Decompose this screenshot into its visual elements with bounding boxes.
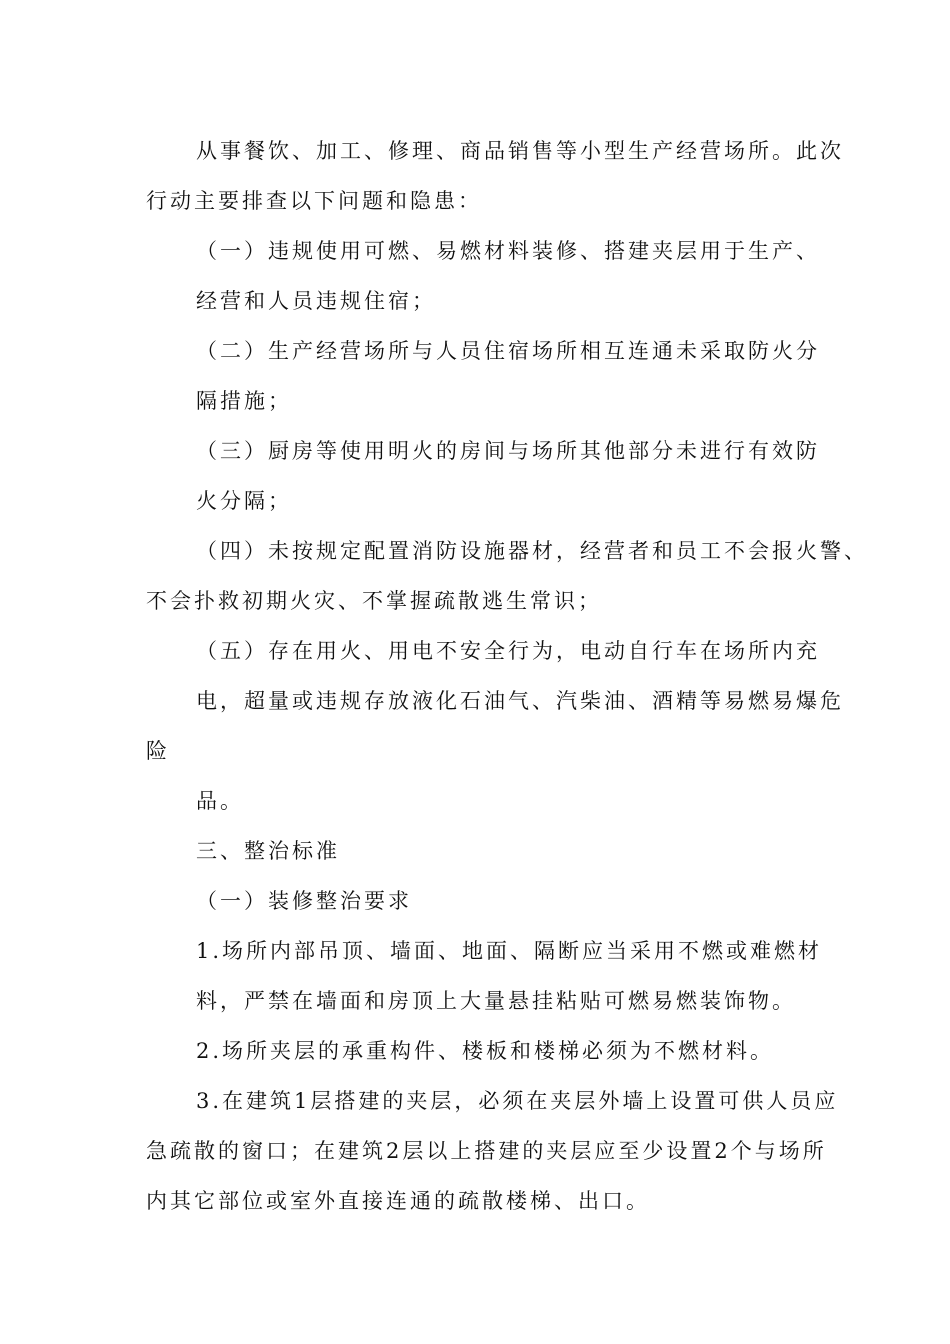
text-line-9: （四）未按规定配置消防设施器材，经营者和员工不会报火警、 <box>196 539 868 563</box>
text-line-2: 行动主要排查以下问题和隐患： <box>146 189 482 213</box>
text-line-3: （一）违规使用可燃、易燃材料装修、搭建夹层用于生产、 <box>196 239 820 263</box>
text-line-11: （五）存在用火、用电不安全行为，电动自行车在场所内充 <box>196 639 820 663</box>
text-line-19: 2.场所夹层的承重构件、楼板和楼梯必须为不燃材料。 <box>196 1039 775 1063</box>
text-line-4: 经营和人员违规住宿； <box>196 289 436 313</box>
text-line-10: 不会扑救初期火灾、不掌握疏散逃生常识； <box>146 589 602 613</box>
text-line-20: 3.在建筑1层搭建的夹层，必须在夹层外墙上设置可供人员应 <box>196 1089 839 1113</box>
text-line-5: （二）生产经营场所与人员住宿场所相互连通未采取防火分 <box>196 339 820 363</box>
text-line-8: 火分隔； <box>196 489 292 513</box>
text-line-14: 品。 <box>196 789 244 813</box>
text-line-18: 料，严禁在墙面和房顶上大量悬挂粘贴可燃易燃装饰物。 <box>196 989 796 1013</box>
text-line-22: 内其它部位或室外直接连通的疏散楼梯、出口。 <box>146 1189 650 1213</box>
text-line-7: （三）厨房等使用明火的房间与场所其他部分未进行有效防 <box>196 439 820 463</box>
text-line-17: 1.场所内部吊顶、墙面、地面、隔断应当采用不燃或难燃材 <box>196 939 823 963</box>
section-heading: 三、整治标准 <box>196 839 340 863</box>
text-line-12: 电，超量或违规存放液化石油气、汽柴油、酒精等易燃易爆危 <box>196 689 844 713</box>
subsection-heading: （一）装修整治要求 <box>196 889 412 913</box>
text-line-1: 从事餐饮、加工、修理、商品销售等小型生产经营场所。此次 <box>196 139 844 163</box>
text-line-21: 急疏散的窗口；在建筑2层以上搭建的夹层应至少设置2个与场所 <box>146 1139 827 1163</box>
text-line-13: 险 <box>146 739 170 763</box>
text-line-6: 隔措施； <box>196 389 292 413</box>
